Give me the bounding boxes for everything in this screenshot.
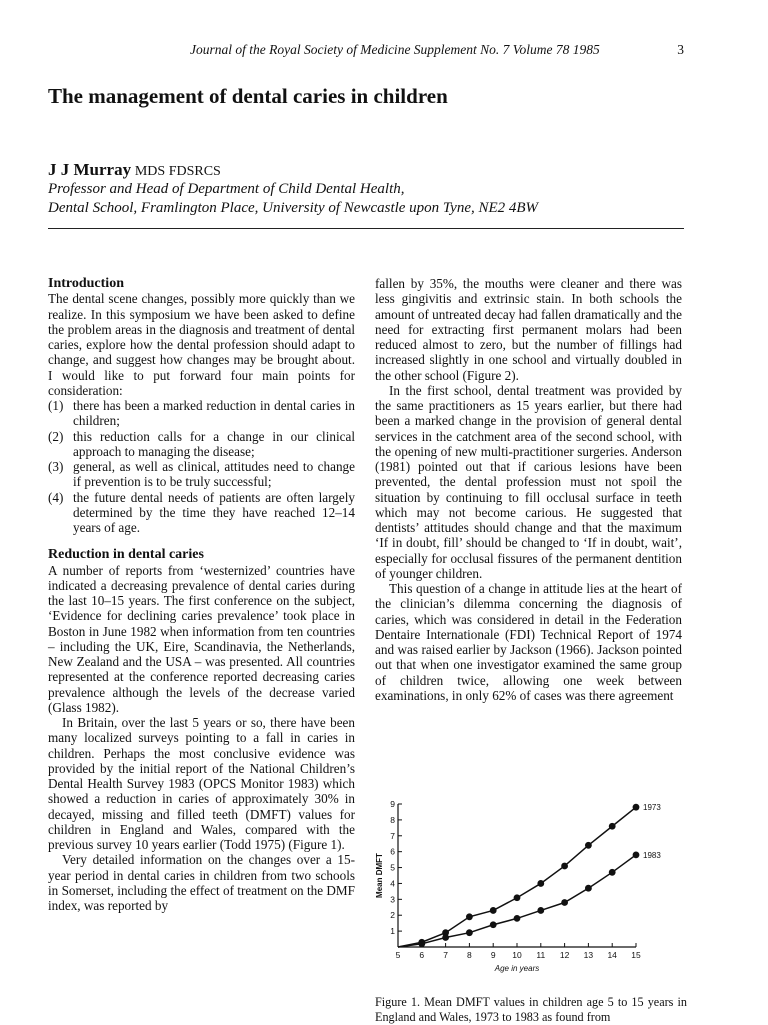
data-point-1973 xyxy=(609,823,616,830)
data-point-1983 xyxy=(418,940,425,947)
series-line-1973 xyxy=(398,807,636,947)
x-tick-label: 6 xyxy=(419,950,425,960)
data-point-1973 xyxy=(490,907,497,914)
data-point-1983 xyxy=(442,934,449,941)
list-item-number: (4) xyxy=(48,489,64,505)
data-point-1973 xyxy=(633,804,640,811)
data-point-1983 xyxy=(490,921,497,928)
x-tick-label: 8 xyxy=(467,950,472,960)
list-item xyxy=(48,459,355,490)
journal-citation: Journal of the Royal Society of Medicine Supplement No. 7 Volume 78 1985 xyxy=(190,42,600,57)
y-axis-label: Mean DMFT xyxy=(375,853,384,898)
x-tick-label: 10 xyxy=(512,950,522,960)
y-tick-label: 2 xyxy=(390,910,395,921)
author-line xyxy=(48,160,221,180)
y-tick-label: 5 xyxy=(390,862,395,873)
series-label-1973: 1973 xyxy=(643,803,661,813)
y-tick-label: 7 xyxy=(390,830,395,841)
list-item-number: (2) xyxy=(48,428,64,444)
y-tick-label: 4 xyxy=(390,878,395,889)
right-paragraph-2: In the first school, dental treatment was provided by the same practitioners as 15 years earlier, but there had been a marked change in the provision of general dental services in the catchment area of the second school, with the opening of new multi-practitioner surgeries. Anderson (1981) pointed out that if carious lesions have been prevented, the dental profession must not spoil the situation by continuing to fill occlusal surface in teeth which may not become carious. He suggested that dentists’ attitudes should change and that the maximum ‘If in doubt, fill’ should be changed to ‘If in doubt, wait’, especially for occlusal fissures of the permanent dentition of younger children. xyxy=(375,382,682,581)
reduction-paragraph-1: A number of reports from ‘westernized’ countries have indicated a decreasing prevalence of dental caries during the last 10–15 years. The first conference on the subject, ‘Evidence for declining caries prevalence’ took place in Boston in June 1982 when information from ten countries – including the UK, Eire, Scandinavia, the Netherlands, New Zealand and the USA – was presented. All countries represented at the conference reported decreasing caries prevalence although the levels of the decrease varied (Glass 1982). xyxy=(48,562,355,715)
right-column xyxy=(375,276,682,703)
data-point-1983 xyxy=(514,915,521,922)
data-point-1983 xyxy=(466,929,473,936)
data-point-1983 xyxy=(585,885,592,892)
x-tick-label: 12 xyxy=(559,950,570,960)
figure-1 xyxy=(375,798,687,973)
list-item-text: this reduction calls for a change in our clinical approach to managing the disease; xyxy=(73,428,355,459)
x-tick-label: 13 xyxy=(583,950,594,960)
data-point-1973 xyxy=(561,863,568,870)
introduction-paragraph: The dental scene changes, possibly more quickly than we realize. In this symposium we have been asked to define the problem areas in the diagnosis and treatment of dental caries, explore how the dental profession should adapt to change, and suggest how changes may be brought about. I would like to put forward four main points for consideration: xyxy=(48,291,355,398)
article-title: The management of dental caries in children xyxy=(48,84,448,108)
y-tick-label: 3 xyxy=(390,894,395,905)
header-rule xyxy=(48,228,684,229)
list-item xyxy=(48,490,355,536)
points-list xyxy=(48,398,355,535)
x-tick-label: 15 xyxy=(631,950,641,960)
author-affiliation-line-1: Professor and Head of Department of Child Dental Health, xyxy=(48,181,405,197)
data-point-1973 xyxy=(514,894,521,901)
x-tick-label: 7 xyxy=(443,950,448,960)
right-paragraph-3: This question of a change in attitude lies at the heart of the clinician’s dilemma concerning the diagnosis of caries, which was considered in detail in the Federation Dentaire Internationale (FDI) Technical Report of 1974 and was raised earlier by Jackson (1966). Jackson pointed out that when one investigator examined the same group of children twice, allowing one week between examinations, in only 62% of cases was there agreement xyxy=(375,581,682,703)
author-name: J J Murray xyxy=(48,160,132,179)
data-point-1983 xyxy=(609,869,616,876)
x-tick-label: 9 xyxy=(490,950,496,960)
list-item-text: general, as well as clinical, attitudes need to change if prevention is to be truly successful; xyxy=(73,459,355,490)
figure-caption: Figure 1. Mean DMFT values in children age 5 to 15 years in England and Wales, 1973 to 1983 as found from xyxy=(375,995,687,1024)
data-point-1973 xyxy=(466,913,473,920)
reduction-heading: Reduction in dental caries xyxy=(48,547,204,563)
x-tick-label: 5 xyxy=(395,950,401,960)
data-point-1983 xyxy=(633,851,640,858)
list-item xyxy=(48,429,355,460)
introduction-heading: Introduction xyxy=(48,276,124,291)
data-point-1983 xyxy=(537,907,544,914)
y-tick-label: 1 xyxy=(390,926,395,937)
list-item xyxy=(48,398,355,429)
list-item-number: (1) xyxy=(48,398,64,413)
list-item-text: the future dental needs of patients are often largely determined by the time they have reached 12–14 years of age. xyxy=(73,489,355,535)
dmft-line-chart xyxy=(375,798,687,973)
y-tick-label: 6 xyxy=(390,846,395,857)
author-affiliation-line-2: Dental School, Framlington Place, University of Newcastle upon Tyne, NE2 4BW xyxy=(48,200,539,216)
data-point-1973 xyxy=(585,842,592,849)
right-paragraph-1: fallen by 35%, the mouths were cleaner and there was less gingivitis and extrinsic stain. In both schools the amount of untreated decay had fallen dramatically and the need for extracting first permanent molars had been reduced almost to zero, but the number of fillings had increased slightly in one school and virtually doubled in the other school (Figure 2). xyxy=(375,276,682,383)
x-tick-label: 11 xyxy=(536,950,546,960)
left-column xyxy=(48,276,355,913)
series-label-1983: 1983 xyxy=(643,850,661,860)
y-tick-label: 8 xyxy=(390,814,395,825)
list-item-text: there has been a marked reduction in dental caries in children; xyxy=(73,398,355,429)
running-header xyxy=(190,42,684,58)
y-tick-label: 9 xyxy=(390,799,395,809)
x-tick-label: 14 xyxy=(607,950,617,960)
page-number: 3 xyxy=(677,42,684,57)
reduction-paragraph-3: Very detailed information on the changes over a 15-year period in dental caries in children from two schools in Somerset, including the effect of treatment on the DMF index, was reported by xyxy=(48,852,355,913)
x-axis-label: Age in years xyxy=(494,964,540,973)
data-point-1973 xyxy=(537,880,544,887)
list-item-number: (3) xyxy=(48,459,64,474)
reduction-paragraph-2: In Britain, over the last 5 years or so, there have been many localized surveys pointing to a fall in caries in children. Perhaps the most conclusive evidence was provided by the initial report of the National Children’s Dental Health Survey 1983 (OPCS Monitor 1983) which showed a reduction in caries of approximately 30% in decayed, missing and filled teeth (DMFT) values for children in England and Wales, compared with the previous survey 10 years earlier (Todd 1975) (Figure 1). xyxy=(48,715,355,852)
data-point-1983 xyxy=(561,899,568,906)
author-degrees: MDS FDSRCS xyxy=(134,164,221,179)
